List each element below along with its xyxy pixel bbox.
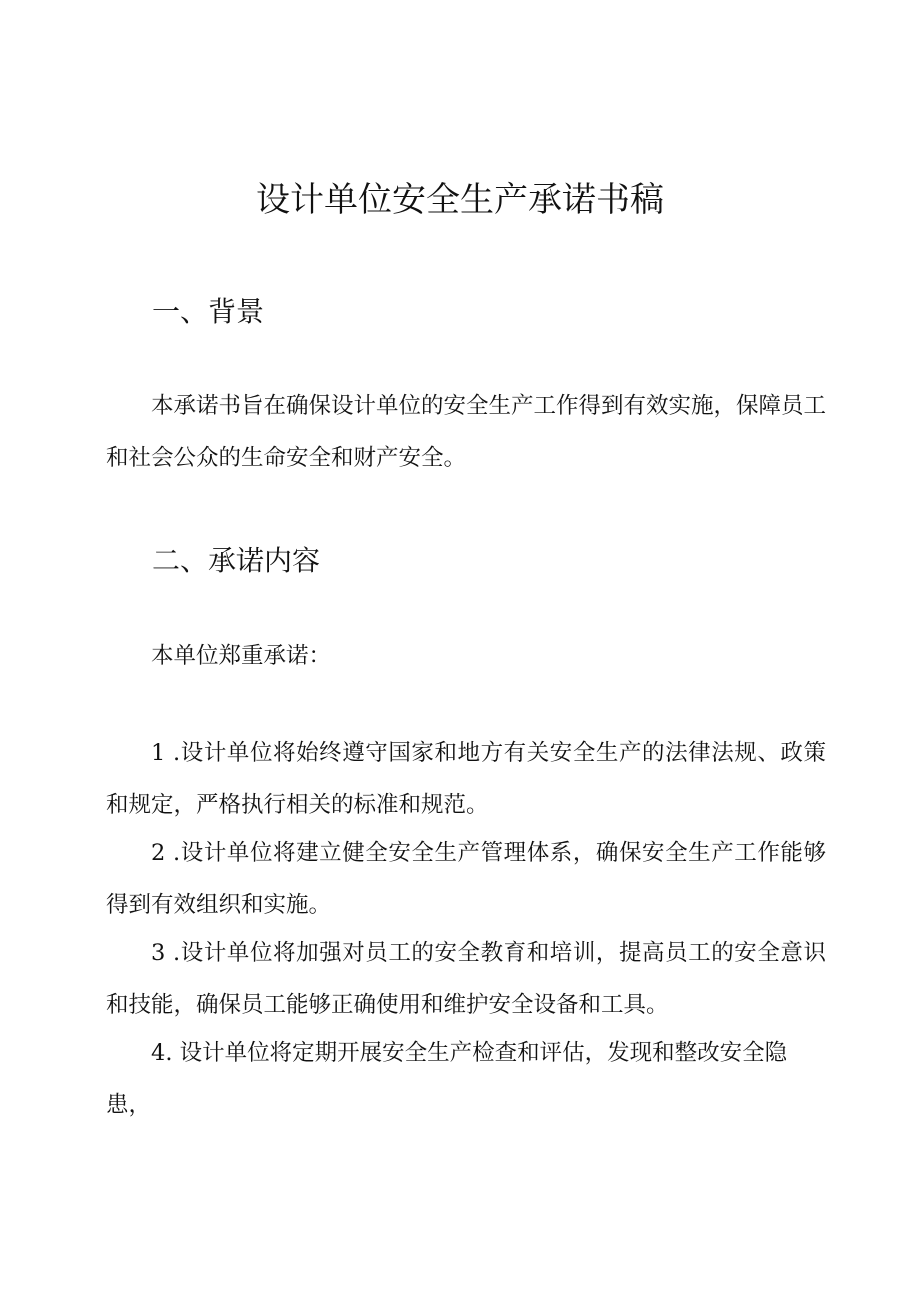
document-title: 设计单位安全生产承诺书稿 xyxy=(256,180,664,220)
commitment-item-4: 4. 设计单位将定期开展安全生产检查和评估，发现和整改安全隐患， xyxy=(106,1040,788,1118)
section-heading-commitments: 二、承诺内容 xyxy=(152,544,321,577)
commitment-intro: 本单位郑重承诺： xyxy=(151,643,332,669)
section-heading-background: 一、背景 xyxy=(152,295,265,328)
commitment-item-3: 3 .设计单位将加强对员工的安全教育和培训，提高员工的安全意识和技能，确保员工能够正确使用和维护安全设备和工具。 xyxy=(106,940,826,1018)
commitment-item-2: 2 .设计单位将建立健全安全生产管理体系，确保安全生产工作能够得到有效组织和实施。 xyxy=(106,840,826,918)
commitment-item-1: 1 .设计单位将始终遵守国家和地方有关安全生产的法律法规、政策和规定，严格执行相关的标准和规范。 xyxy=(106,740,826,818)
background-paragraph: 本承诺书旨在确保设计单位的安全生产工作得到有效实施，保障员工和社会公众的生命安全和财产安全。 xyxy=(106,393,827,471)
